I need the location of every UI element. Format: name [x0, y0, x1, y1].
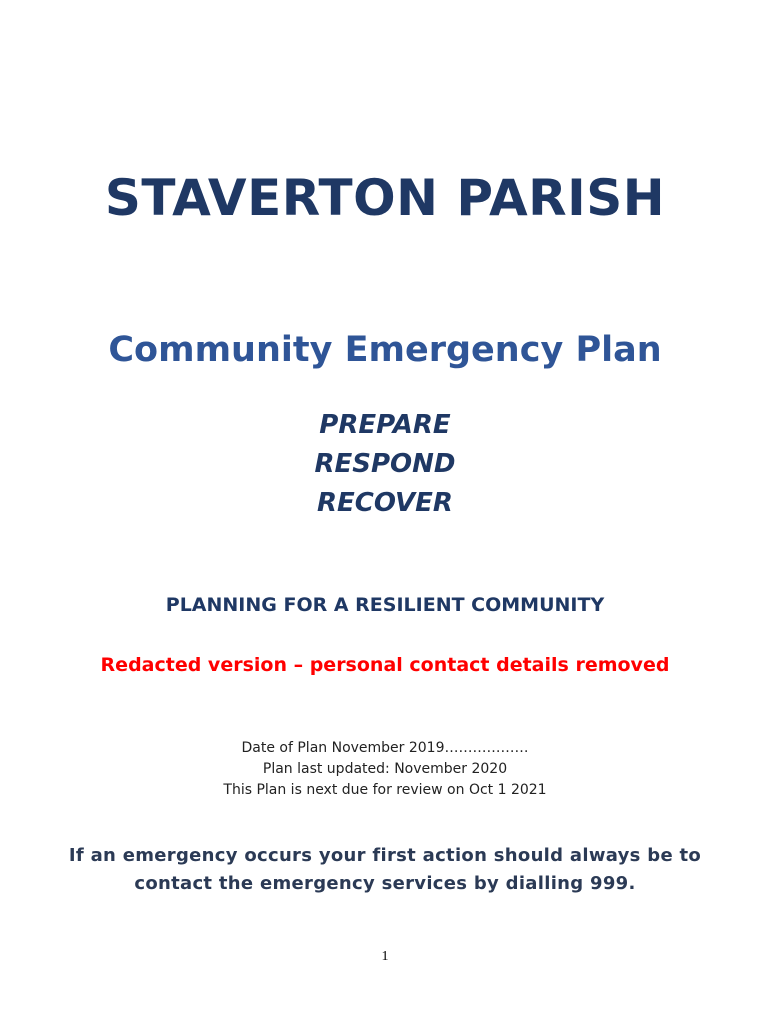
emergency-notice — [0, 842, 770, 898]
plan-dates — [0, 738, 770, 801]
plan-date: Date of Plan November 2019……………… — [241, 740, 529, 756]
emergency-notice-line-2: contact the emergency services by dialling 999. — [134, 873, 636, 894]
motto-respond: RESPOND — [314, 449, 456, 479]
page-number: 1 — [381, 949, 389, 964]
motto-recover: RECOVER — [317, 488, 453, 518]
motto-block — [0, 406, 770, 523]
emergency-notice-line-1: If an emergency occurs your first action should always be to — [68, 845, 702, 866]
document-subtitle: Community Emergency Plan — [108, 330, 662, 370]
plan-next-review: This Plan is next due for review on Oct 1 2021 — [223, 782, 547, 798]
redaction-notice: Redacted version – personal contact details removed — [100, 654, 670, 676]
plan-last-updated: Plan last updated: November 2020 — [262, 761, 508, 777]
motto-prepare: PREPARE — [319, 410, 451, 440]
tagline: PLANNING FOR A RESILIENT COMMUNITY — [165, 594, 605, 616]
document-title: STAVERTON PARISH — [104, 169, 666, 227]
